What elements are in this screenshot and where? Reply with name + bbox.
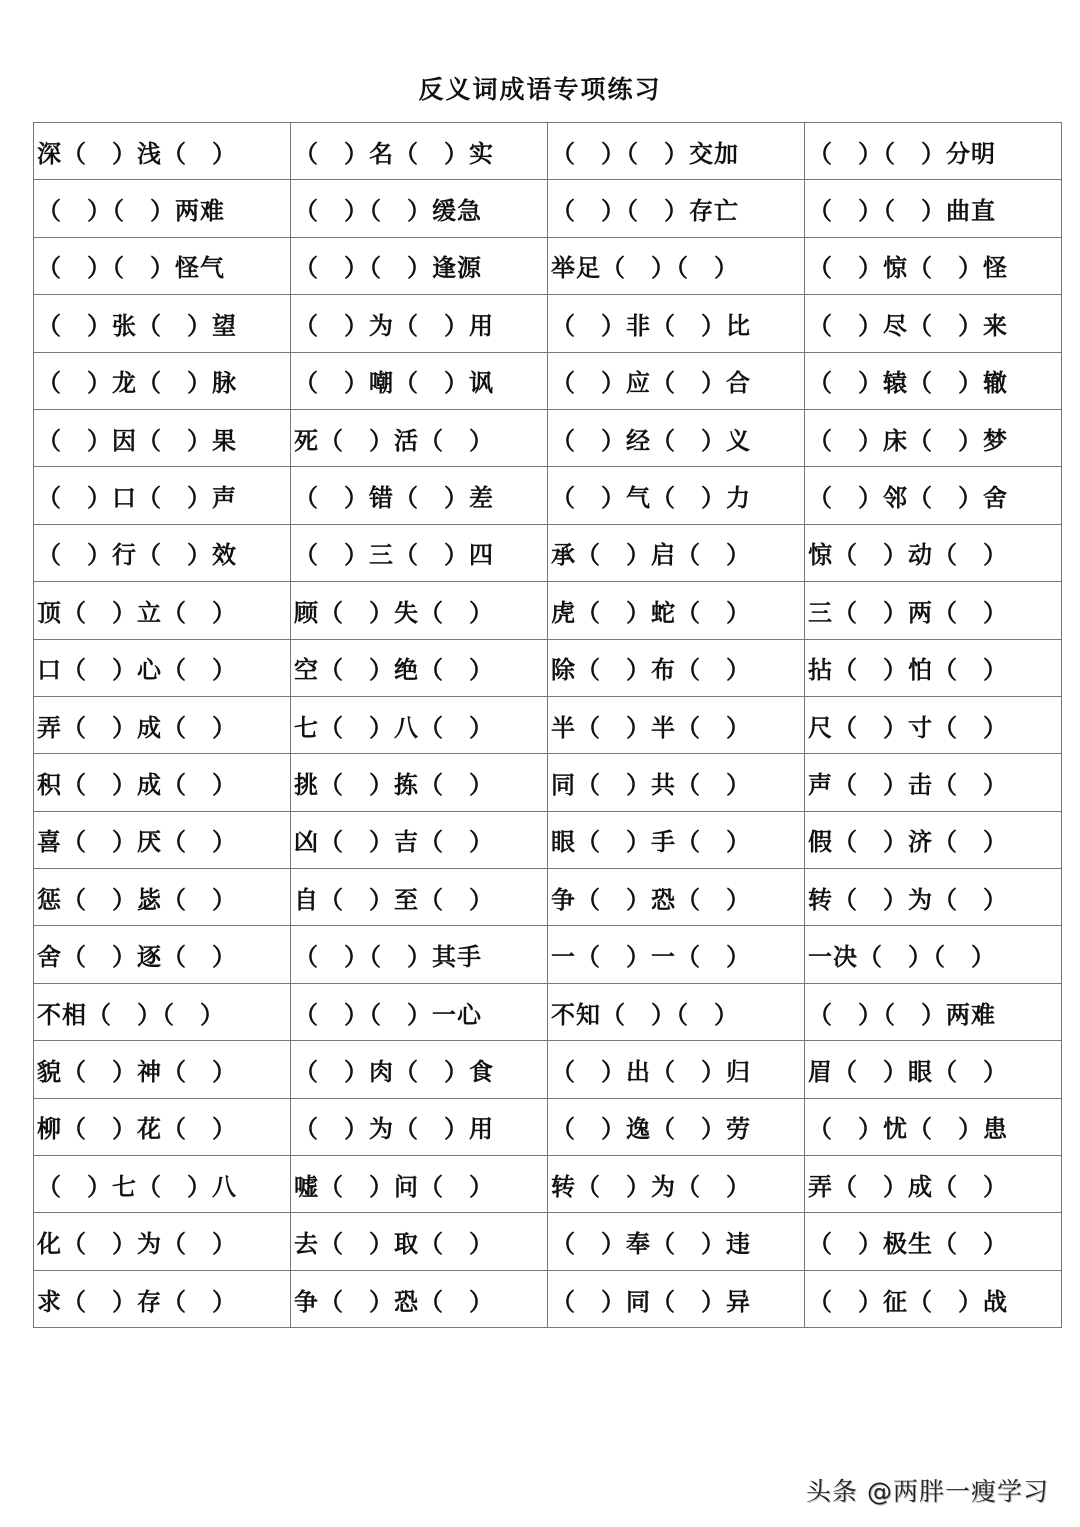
idiom-cell: 一（ ）一（ ）	[548, 926, 805, 983]
idiom-cell: 争（ ）恐（ ）	[548, 869, 805, 926]
idiom-cell: 顶（ ）立（ ）	[34, 582, 291, 639]
idiom-exercise-table	[33, 122, 1062, 1328]
table-row	[34, 409, 1062, 466]
idiom-cell: （ ）因（ ）果	[34, 409, 291, 466]
table-row	[34, 237, 1062, 294]
idiom-cell: 舍（ ）逐（ ）	[34, 926, 291, 983]
idiom-cell: 求（ ）存（ ）	[34, 1270, 291, 1327]
idiom-cell: 惊（ ）动（ ）	[805, 524, 1062, 581]
idiom-cell: 嘘（ ）问（ ）	[291, 1156, 548, 1213]
idiom-cell: 尺（ ）寸（ ）	[805, 696, 1062, 753]
table-row	[34, 1098, 1062, 1155]
table-row	[34, 295, 1062, 352]
idiom-cell: （ ）嘲（ ）讽	[291, 352, 548, 409]
idiom-cell: （ ）辕（ ）辙	[805, 352, 1062, 409]
idiom-cell: （ ）（ ）两难	[805, 983, 1062, 1040]
idiom-cell: （ ）（ ）两难	[34, 180, 291, 237]
idiom-cell: （ ）（ ）曲直	[805, 180, 1062, 237]
idiom-cell: 挑（ ）拣（ ）	[291, 754, 548, 811]
idiom-cell: （ ）极生（ ）	[805, 1213, 1062, 1270]
idiom-cell: 拈（ ）怕（ ）	[805, 639, 1062, 696]
idiom-cell: 一决（ ）（ ）	[805, 926, 1062, 983]
idiom-cell: 凶（ ）吉（ ）	[291, 811, 548, 868]
idiom-cell: 自（ ）至（ ）	[291, 869, 548, 926]
idiom-cell: （ ）（ ）怪气	[34, 237, 291, 294]
idiom-cell: （ ）经（ ）义	[548, 409, 805, 466]
table-row	[34, 926, 1062, 983]
idiom-cell: 去（ ）取（ ）	[291, 1213, 548, 1270]
table-row	[34, 639, 1062, 696]
idiom-cell: 眉（ ）眼（ ）	[805, 1041, 1062, 1098]
idiom-cell: 争（ ）恐（ ）	[291, 1270, 548, 1327]
table-row	[34, 352, 1062, 409]
idiom-cell: （ ）征（ ）战	[805, 1270, 1062, 1327]
idiom-cell: （ ）龙（ ）脉	[34, 352, 291, 409]
idiom-cell: 同（ ）共（ ）	[548, 754, 805, 811]
idiom-cell: 转（ ）为（ ）	[548, 1156, 805, 1213]
idiom-cell: （ ）七（ ）八	[34, 1156, 291, 1213]
table-row	[34, 524, 1062, 581]
idiom-cell: 惩（ ）毖（ ）	[34, 869, 291, 926]
idiom-cell: （ ）（ ）交加	[548, 123, 805, 180]
idiom-cell: （ ）错（ ）差	[291, 467, 548, 524]
idiom-cell: 口（ ）心（ ）	[34, 639, 291, 696]
table-row	[34, 467, 1062, 524]
idiom-cell: 七（ ）八（ ）	[291, 696, 548, 753]
idiom-cell: 死（ ）活（ ）	[291, 409, 548, 466]
idiom-cell: 除（ ）布（ ）	[548, 639, 805, 696]
idiom-cell: （ ）（ ）分明	[805, 123, 1062, 180]
idiom-cell: （ ）出（ ）归	[548, 1041, 805, 1098]
idiom-cell: 假（ ）济（ ）	[805, 811, 1062, 868]
idiom-cell: 空（ ）绝（ ）	[291, 639, 548, 696]
idiom-cell: （ ）邻（ ）舍	[805, 467, 1062, 524]
table-row	[34, 1156, 1062, 1213]
idiom-cell: （ ）尽（ ）来	[805, 295, 1062, 352]
idiom-cell: 积（ ）成（ ）	[34, 754, 291, 811]
idiom-cell: （ ）逸（ ）劳	[548, 1098, 805, 1155]
idiom-cell: （ ）肉（ ）食	[291, 1041, 548, 1098]
idiom-cell: （ ）名（ ）实	[291, 123, 548, 180]
idiom-cell: 柳（ ）花（ ）	[34, 1098, 291, 1155]
idiom-cell: 貌（ ）神（ ）	[34, 1041, 291, 1098]
idiom-cell: （ ）行（ ）效	[34, 524, 291, 581]
idiom-cell: 弄（ ）成（ ）	[34, 696, 291, 753]
idiom-cell: （ ）忧（ ）患	[805, 1098, 1062, 1155]
table-row	[34, 1213, 1062, 1270]
watermark: 头条 @两胖一瘦学习	[806, 1477, 1049, 1506]
idiom-cell: （ ）非（ ）比	[548, 295, 805, 352]
idiom-cell: （ ）（ ）缓急	[291, 180, 548, 237]
table-row	[34, 696, 1062, 753]
idiom-cell: 虎（ ）蛇（ ）	[548, 582, 805, 639]
idiom-cell: 三（ ）两（ ）	[805, 582, 1062, 639]
idiom-cell: （ ）张（ ）望	[34, 295, 291, 352]
idiom-cell: （ ）为（ ）用	[291, 295, 548, 352]
idiom-cell: （ ）应（ ）合	[548, 352, 805, 409]
idiom-cell: 化（ ）为（ ）	[34, 1213, 291, 1270]
table-row	[34, 754, 1062, 811]
idiom-cell: 不知（ ）（ ）	[548, 983, 805, 1040]
idiom-cell: 眼（ ）手（ ）	[548, 811, 805, 868]
idiom-cell: （ ）惊（ ）怪	[805, 237, 1062, 294]
idiom-cell: 举足（ ）（ ）	[548, 237, 805, 294]
idiom-cell: （ ）气（ ）力	[548, 467, 805, 524]
idiom-cell: 弄（ ）成（ ）	[805, 1156, 1062, 1213]
idiom-cell: （ ）口（ ）声	[34, 467, 291, 524]
idiom-cell: 顾（ ）失（ ）	[291, 582, 548, 639]
table-row	[34, 582, 1062, 639]
idiom-cell: （ ）（ ）一心	[291, 983, 548, 1040]
idiom-cell: （ ）（ ）存亡	[548, 180, 805, 237]
idiom-cell: 半（ ）半（ ）	[548, 696, 805, 753]
idiom-cell: 转（ ）为（ ）	[805, 869, 1062, 926]
idiom-cell: 喜（ ）厌（ ）	[34, 811, 291, 868]
table-row	[34, 811, 1062, 868]
table-row	[34, 869, 1062, 926]
idiom-cell: （ ）（ ）逢源	[291, 237, 548, 294]
idiom-cell: （ ）床（ ）梦	[805, 409, 1062, 466]
table-row	[34, 180, 1062, 237]
table-row	[34, 1270, 1062, 1327]
table-row	[34, 1041, 1062, 1098]
idiom-cell: （ ）同（ ）异	[548, 1270, 805, 1327]
table-row	[34, 123, 1062, 180]
idiom-cell: （ ）三（ ）四	[291, 524, 548, 581]
page-title: 反义词成语专项练习	[418, 75, 662, 104]
idiom-cell: （ ）（ ）其手	[291, 926, 548, 983]
idiom-cell: 深（ ）浅（ ）	[34, 123, 291, 180]
idiom-cell: 声（ ）击（ ）	[805, 754, 1062, 811]
idiom-cell: 不相（ ）（ ）	[34, 983, 291, 1040]
idiom-cell: （ ）为（ ）用	[291, 1098, 548, 1155]
idiom-cell: （ ）奉（ ）违	[548, 1213, 805, 1270]
idiom-cell: 承（ ）启（ ）	[548, 524, 805, 581]
table-row	[34, 983, 1062, 1040]
